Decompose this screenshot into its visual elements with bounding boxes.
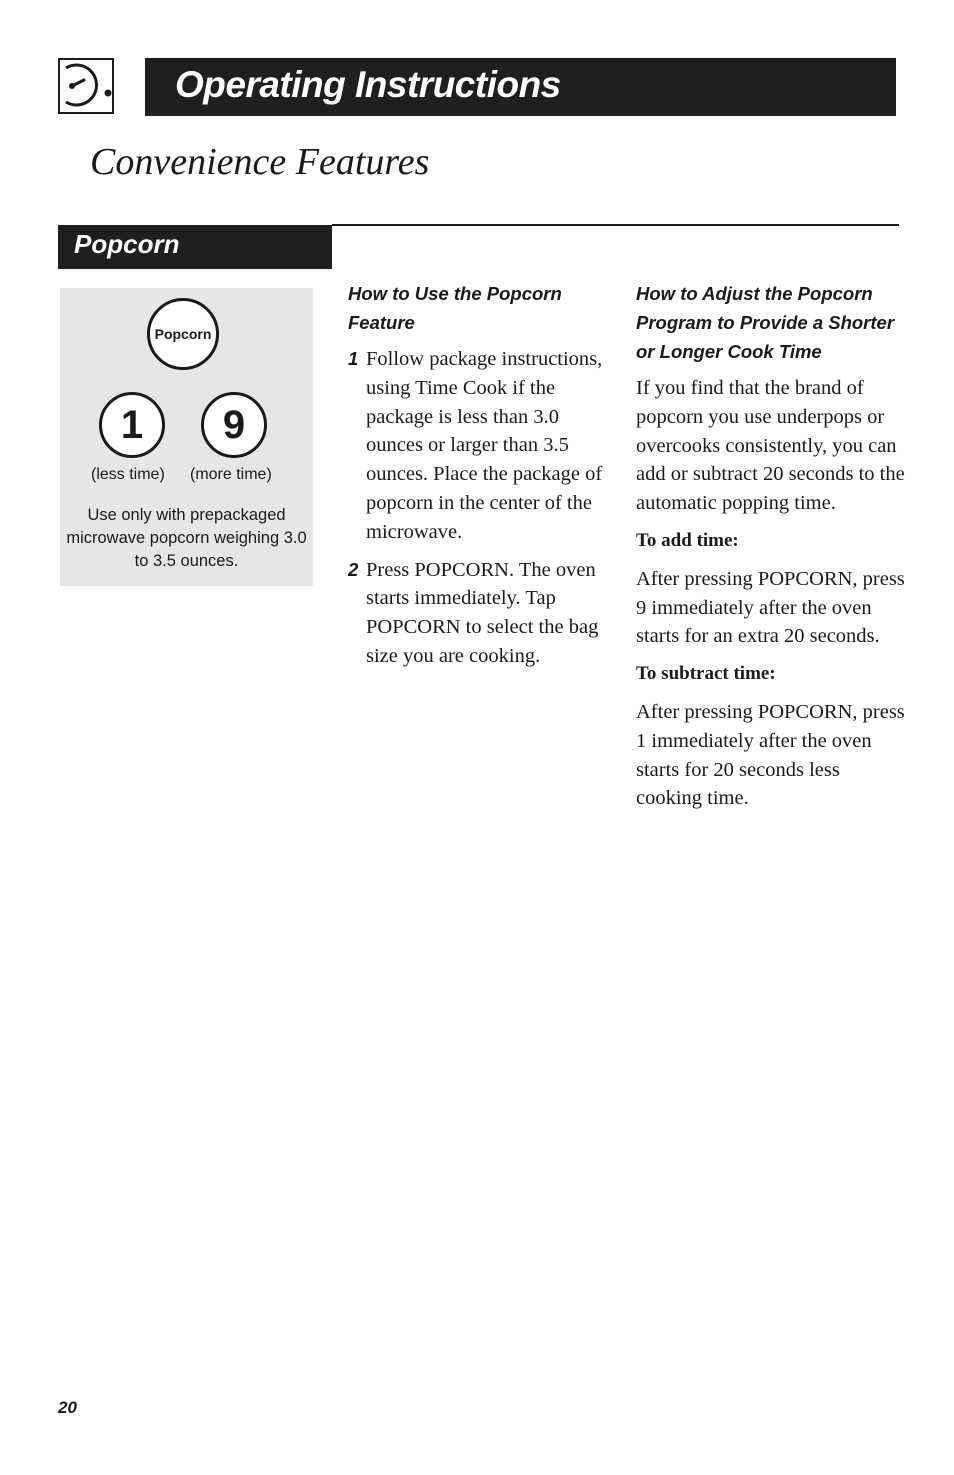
dial-icon xyxy=(58,58,114,114)
use-feature-column xyxy=(348,279,610,680)
header-title: Operating Instructions xyxy=(175,64,561,105)
header-bar xyxy=(145,58,896,116)
key-1 xyxy=(99,392,165,458)
less-time-caption: (less time) xyxy=(91,466,165,483)
key-9-label: 9 xyxy=(222,403,246,447)
step-item xyxy=(348,556,610,671)
adjust-heading: How to Adjust the Popcorn Program to Provide a Shorter or Longer Cook Time xyxy=(636,283,895,362)
section-title: Popcorn xyxy=(74,229,180,259)
step-text: Follow package instructions, using Time Cook if the package is less than 3.0 ounces or larger than 3.5 ounces. Place the package of popcorn in the center of the microwave. xyxy=(366,348,603,543)
add-time-text: After pressing POPCORN, press 9 immediately after the oven starts for an extra 20 seconds. xyxy=(636,567,905,648)
popcorn-key-label: Popcorn xyxy=(154,326,212,342)
subtract-time-label: To subtract time: xyxy=(636,663,776,685)
panel-note: Use only with prepackaged microwave popcorn weighing 3.0 to 3.5 ounces. xyxy=(66,506,307,570)
key-1-label: 1 xyxy=(120,403,144,447)
keypad-illustration xyxy=(60,288,313,586)
adjust-intro: If you find that the brand of popcorn you use underpops or overcooks consistently, you can add or subtract 20 seconds to the automatic popping time. xyxy=(636,377,905,515)
section-rule xyxy=(332,224,899,226)
step-text: Press POPCORN. The oven starts immediately. Tap POPCORN to select the bag size you are cooking. xyxy=(366,558,599,667)
subtract-time-text: After pressing POPCORN, press 1 immediately after the oven starts for 20 seconds less cooking time. xyxy=(636,700,905,810)
adjust-column xyxy=(636,279,906,822)
section-bar xyxy=(58,225,332,269)
add-time-label: To add time: xyxy=(636,529,739,551)
more-time-caption: (more time) xyxy=(190,466,272,483)
step-number: 1 xyxy=(348,348,359,369)
step-item xyxy=(348,345,610,547)
page-subtitle: Convenience Features xyxy=(90,141,430,183)
popcorn-key xyxy=(147,298,219,370)
page-number: 20 xyxy=(58,1398,77,1417)
step-number: 2 xyxy=(348,558,359,580)
key-9 xyxy=(201,392,267,458)
use-feature-heading: How to Use the Popcorn Feature xyxy=(348,283,562,333)
